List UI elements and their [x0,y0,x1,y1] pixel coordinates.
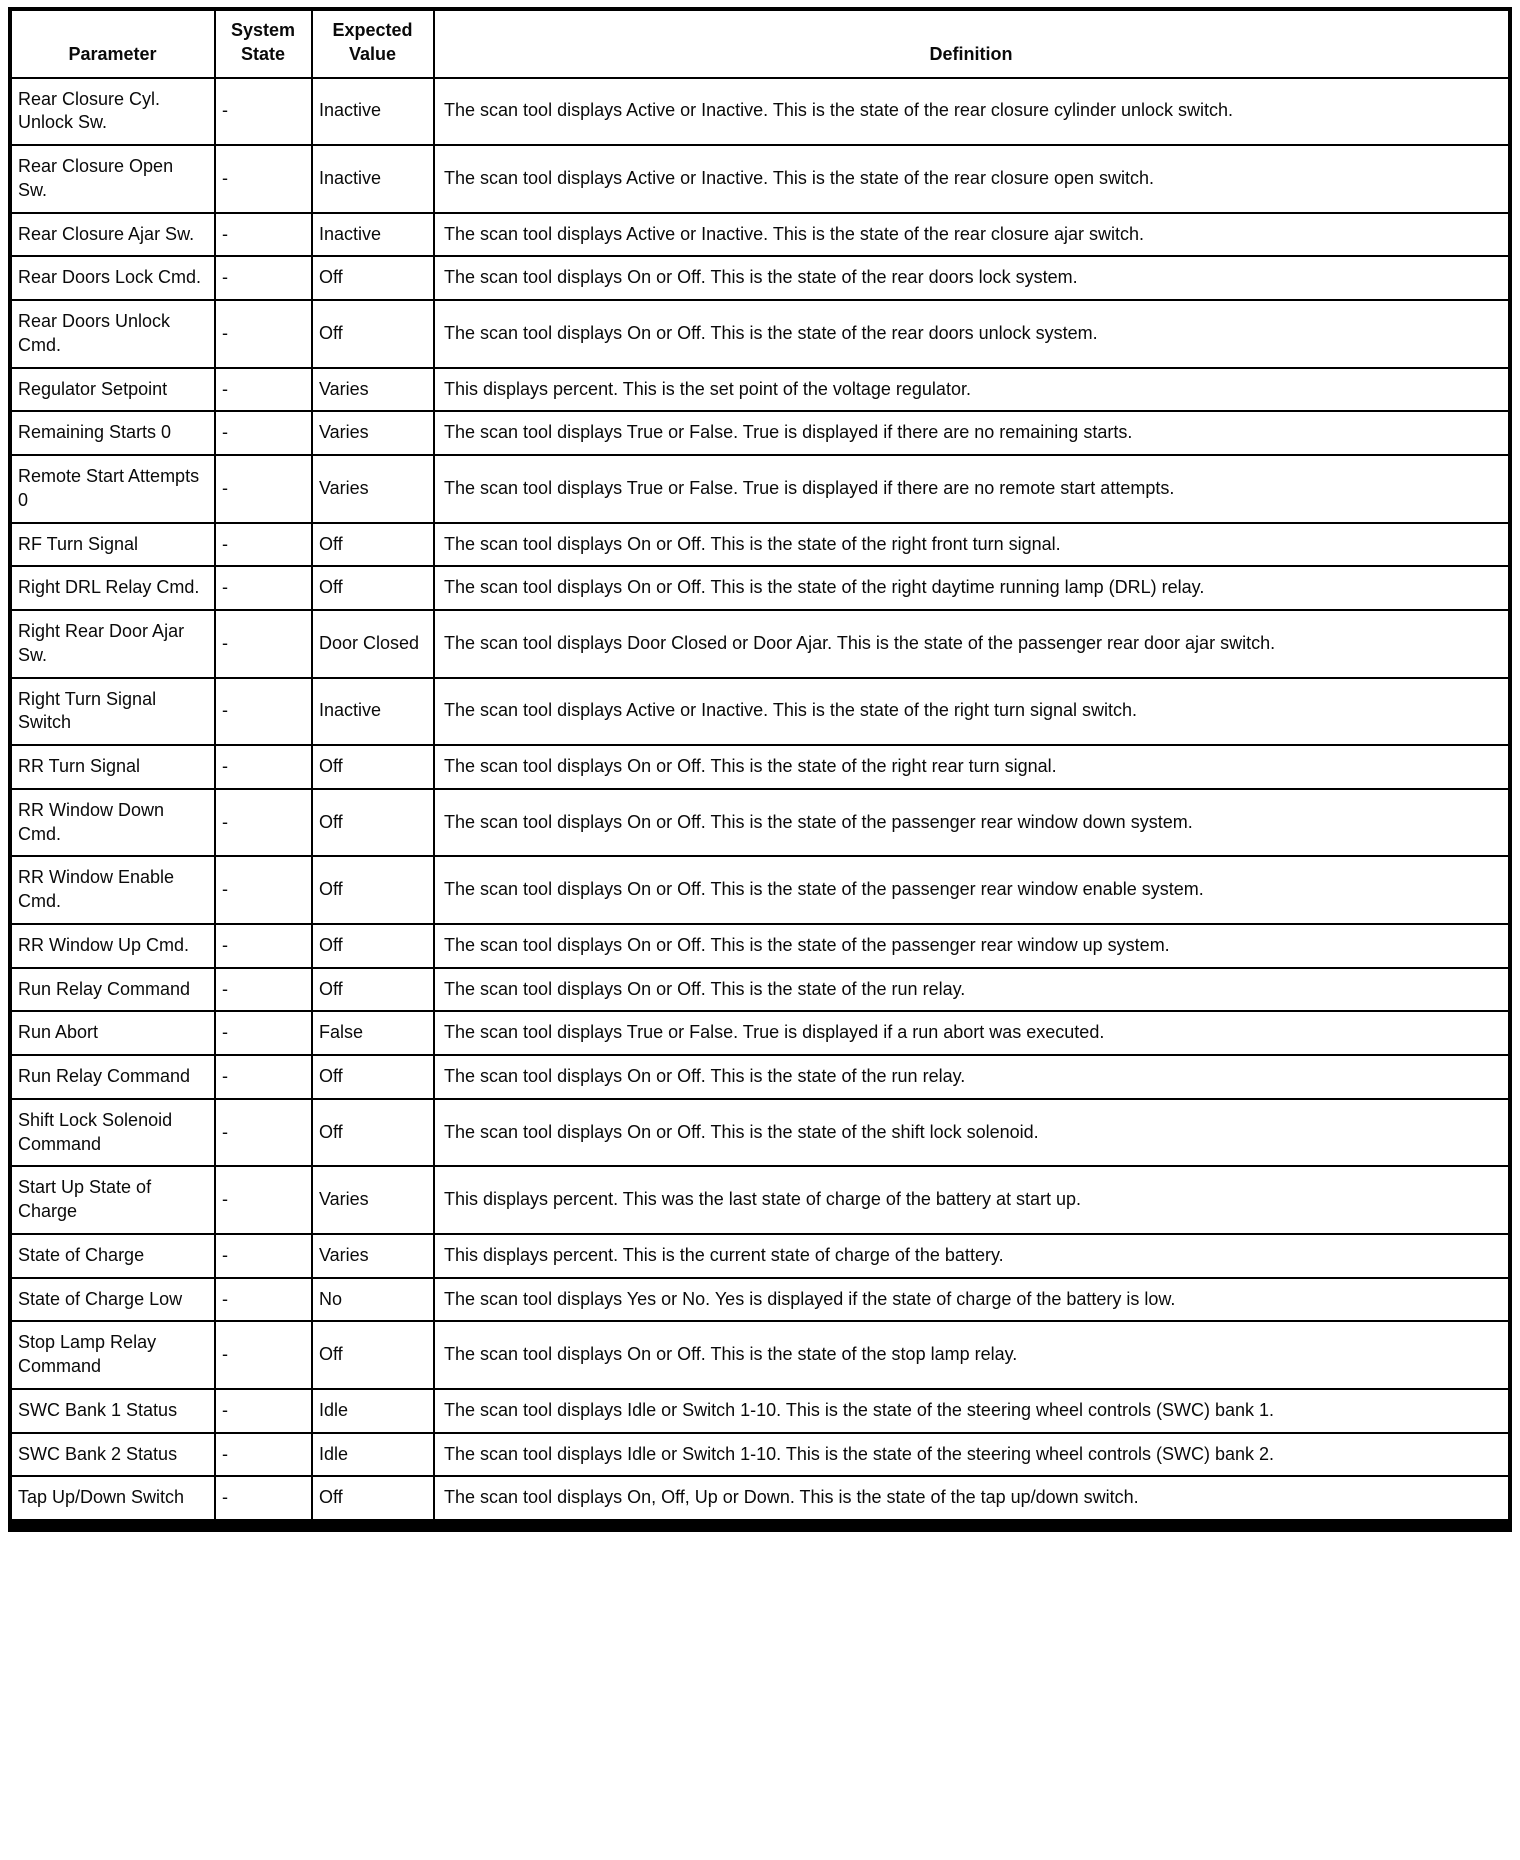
parameter-cell: Remaining Starts 0 [10,411,215,455]
definition-cell: The scan tool displays On, Off, Up or Down. This is the state of the tap up/down switch. [434,1476,1510,1525]
table-row [10,566,1510,610]
table-row [10,678,1510,746]
parameter-cell: Rear Closure Ajar Sw. [10,213,215,257]
table-row [10,1278,1510,1322]
definition-cell: The scan tool displays On or Off. This is the state of the passenger rear window up system. [434,924,1510,968]
system-state-cell: - [215,455,312,523]
expected-value-cell: Off [312,1476,434,1525]
parameter-cell: Start Up State of Charge [10,1166,215,1234]
system-state-cell: - [215,610,312,678]
parameter-cell: State of Charge Low [10,1278,215,1322]
table-row [10,256,1510,300]
definition-cell: The scan tool displays On or Off. This is the state of the passenger rear window down system. [434,789,1510,857]
expected-value-cell: Idle [312,1389,434,1433]
expected-value-cell: Off [312,1099,434,1167]
parameter-cell: Run Relay Command [10,968,215,1012]
system-state-cell: - [215,745,312,789]
expected-value-cell: Off [312,300,434,368]
expected-value-cell: False [312,1011,434,1055]
system-state-cell: - [215,1433,312,1477]
table-row [10,523,1510,567]
table-row [10,455,1510,523]
parameter-cell: State of Charge [10,1234,215,1278]
column-header-system-state: System State [215,9,312,78]
definition-cell: The scan tool displays Idle or Switch 1-10. This is the state of the steering wheel controls (SWC) bank 1. [434,1389,1510,1433]
definition-cell: The scan tool displays On or Off. This is the state of the shift lock solenoid. [434,1099,1510,1167]
system-state-cell: - [215,968,312,1012]
definition-cell: The scan tool displays Active or Inactive. This is the state of the rear closure ajar switch. [434,213,1510,257]
definition-cell: This displays percent. This was the last state of charge of the battery at start up. [434,1166,1510,1234]
system-state-cell: - [215,924,312,968]
parameter-cell: RR Turn Signal [10,745,215,789]
table-row [10,1389,1510,1433]
expected-value-cell: Varies [312,368,434,412]
system-state-cell: - [215,1321,312,1389]
definition-cell: The scan tool displays On or Off. This is the state of the right daytime running lamp (DRL) relay. [434,566,1510,610]
table-row [10,145,1510,213]
system-state-cell: - [215,1011,312,1055]
parameter-cell: Remote Start Attempts 0 [10,455,215,523]
expected-value-cell: Door Closed [312,610,434,678]
expected-value-cell: Off [312,256,434,300]
parameter-cell: Rear Closure Cyl. Unlock Sw. [10,78,215,146]
scan-tool-data-table [8,7,1512,1532]
system-state-cell: - [215,300,312,368]
column-header-expected-value: Expected Value [312,9,434,78]
system-state-cell: - [215,1166,312,1234]
parameter-cell: Rear Doors Unlock Cmd. [10,300,215,368]
expected-value-cell: Off [312,1321,434,1389]
expected-value-cell: Off [312,968,434,1012]
definition-cell: The scan tool displays Idle or Switch 1-10. This is the state of the steering wheel controls (SWC) bank 2. [434,1433,1510,1477]
system-state-cell: - [215,1099,312,1167]
table-row [10,856,1510,924]
expected-value-cell: Varies [312,411,434,455]
table-row [10,1321,1510,1389]
definition-cell: The scan tool displays On or Off. This is the state of the stop lamp relay. [434,1321,1510,1389]
table-row [10,368,1510,412]
system-state-cell: - [215,1055,312,1099]
parameter-cell: Right Rear Door Ajar Sw. [10,610,215,678]
definition-cell: The scan tool displays Door Closed or Door Ajar. This is the state of the passenger rear door ajar switch. [434,610,1510,678]
system-state-cell: - [215,213,312,257]
parameter-cell: RR Window Up Cmd. [10,924,215,968]
parameter-cell: RF Turn Signal [10,523,215,567]
parameter-cell: SWC Bank 1 Status [10,1389,215,1433]
definition-cell: The scan tool displays On or Off. This is the state of the passenger rear window enable system. [434,856,1510,924]
definition-cell: The scan tool displays On or Off. This is the state of the rear doors unlock system. [434,300,1510,368]
definition-cell: The scan tool displays Active or Inactive. This is the state of the rear closure cylinder unlock switch. [434,78,1510,146]
table-row [10,789,1510,857]
system-state-cell: - [215,523,312,567]
table-row [10,924,1510,968]
parameter-cell: Regulator Setpoint [10,368,215,412]
expected-value-cell: Off [312,856,434,924]
definition-cell: The scan tool displays On or Off. This is the state of the right front turn signal. [434,523,1510,567]
table-row [10,1433,1510,1477]
definition-cell: The scan tool displays True or False. True is displayed if there are no remaining starts. [434,411,1510,455]
expected-value-cell: Off [312,523,434,567]
parameter-cell: RR Window Down Cmd. [10,789,215,857]
expected-value-cell: Inactive [312,213,434,257]
parameter-cell: Rear Closure Open Sw. [10,145,215,213]
column-header-parameter: Parameter [10,9,215,78]
definition-cell: The scan tool displays True or False. True is displayed if a run abort was executed. [434,1011,1510,1055]
table-row [10,968,1510,1012]
parameter-cell: Run Abort [10,1011,215,1055]
table-row [10,1055,1510,1099]
system-state-cell: - [215,856,312,924]
table-row [10,1476,1510,1525]
parameter-cell: Shift Lock Solenoid Command [10,1099,215,1167]
table-header-row [10,9,1510,78]
table-row [10,78,1510,146]
definition-cell: This displays percent. This is the current state of charge of the battery. [434,1234,1510,1278]
definition-cell: The scan tool displays Yes or No. Yes is displayed if the state of charge of the battery is low. [434,1278,1510,1322]
table-row [10,1166,1510,1234]
system-state-cell: - [215,78,312,146]
definition-cell: This displays percent. This is the set point of the voltage regulator. [434,368,1510,412]
parameter-cell: Stop Lamp Relay Command [10,1321,215,1389]
system-state-cell: - [215,678,312,746]
system-state-cell: - [215,1476,312,1525]
expected-value-cell: Off [312,745,434,789]
parameter-cell: Tap Up/Down Switch [10,1476,215,1525]
expected-value-cell: Idle [312,1433,434,1477]
definition-cell: The scan tool displays On or Off. This is the state of the run relay. [434,968,1510,1012]
table-row [10,610,1510,678]
expected-value-cell: Off [312,566,434,610]
expected-value-cell: Varies [312,1234,434,1278]
definition-cell: The scan tool displays Active or Inactive. This is the state of the right turn signal switch. [434,678,1510,746]
expected-value-cell: Off [312,924,434,968]
parameter-cell: SWC Bank 2 Status [10,1433,215,1477]
definition-cell: The scan tool displays True or False. True is displayed if there are no remote start attempts. [434,455,1510,523]
expected-value-cell: Inactive [312,145,434,213]
system-state-cell: - [215,1389,312,1433]
system-state-cell: - [215,256,312,300]
system-state-cell: - [215,145,312,213]
system-state-cell: - [215,789,312,857]
definition-cell: The scan tool displays On or Off. This is the state of the right rear turn signal. [434,745,1510,789]
system-state-cell: - [215,1278,312,1322]
table-row [10,213,1510,257]
parameter-cell: Right Turn Signal Switch [10,678,215,746]
system-state-cell: - [215,1234,312,1278]
definition-cell: The scan tool displays On or Off. This is the state of the run relay. [434,1055,1510,1099]
expected-value-cell: Off [312,1055,434,1099]
system-state-cell: - [215,411,312,455]
parameter-cell: RR Window Enable Cmd. [10,856,215,924]
table-row [10,1099,1510,1167]
table-body [10,78,1510,1526]
table-row [10,1234,1510,1278]
parameter-cell: Rear Doors Lock Cmd. [10,256,215,300]
definition-cell: The scan tool displays Active or Inactive. This is the state of the rear closure open switch. [434,145,1510,213]
expected-value-cell: No [312,1278,434,1322]
expected-value-cell: Varies [312,455,434,523]
expected-value-cell: Inactive [312,678,434,746]
system-state-cell: - [215,368,312,412]
table-row [10,1011,1510,1055]
expected-value-cell: Off [312,789,434,857]
parameter-cell: Right DRL Relay Cmd. [10,566,215,610]
table-row [10,411,1510,455]
table-row [10,745,1510,789]
expected-value-cell: Varies [312,1166,434,1234]
definition-cell: The scan tool displays On or Off. This is the state of the rear doors lock system. [434,256,1510,300]
system-state-cell: - [215,566,312,610]
column-header-definition: Definition [434,9,1510,78]
parameter-cell: Run Relay Command [10,1055,215,1099]
expected-value-cell: Inactive [312,78,434,146]
table-row [10,300,1510,368]
